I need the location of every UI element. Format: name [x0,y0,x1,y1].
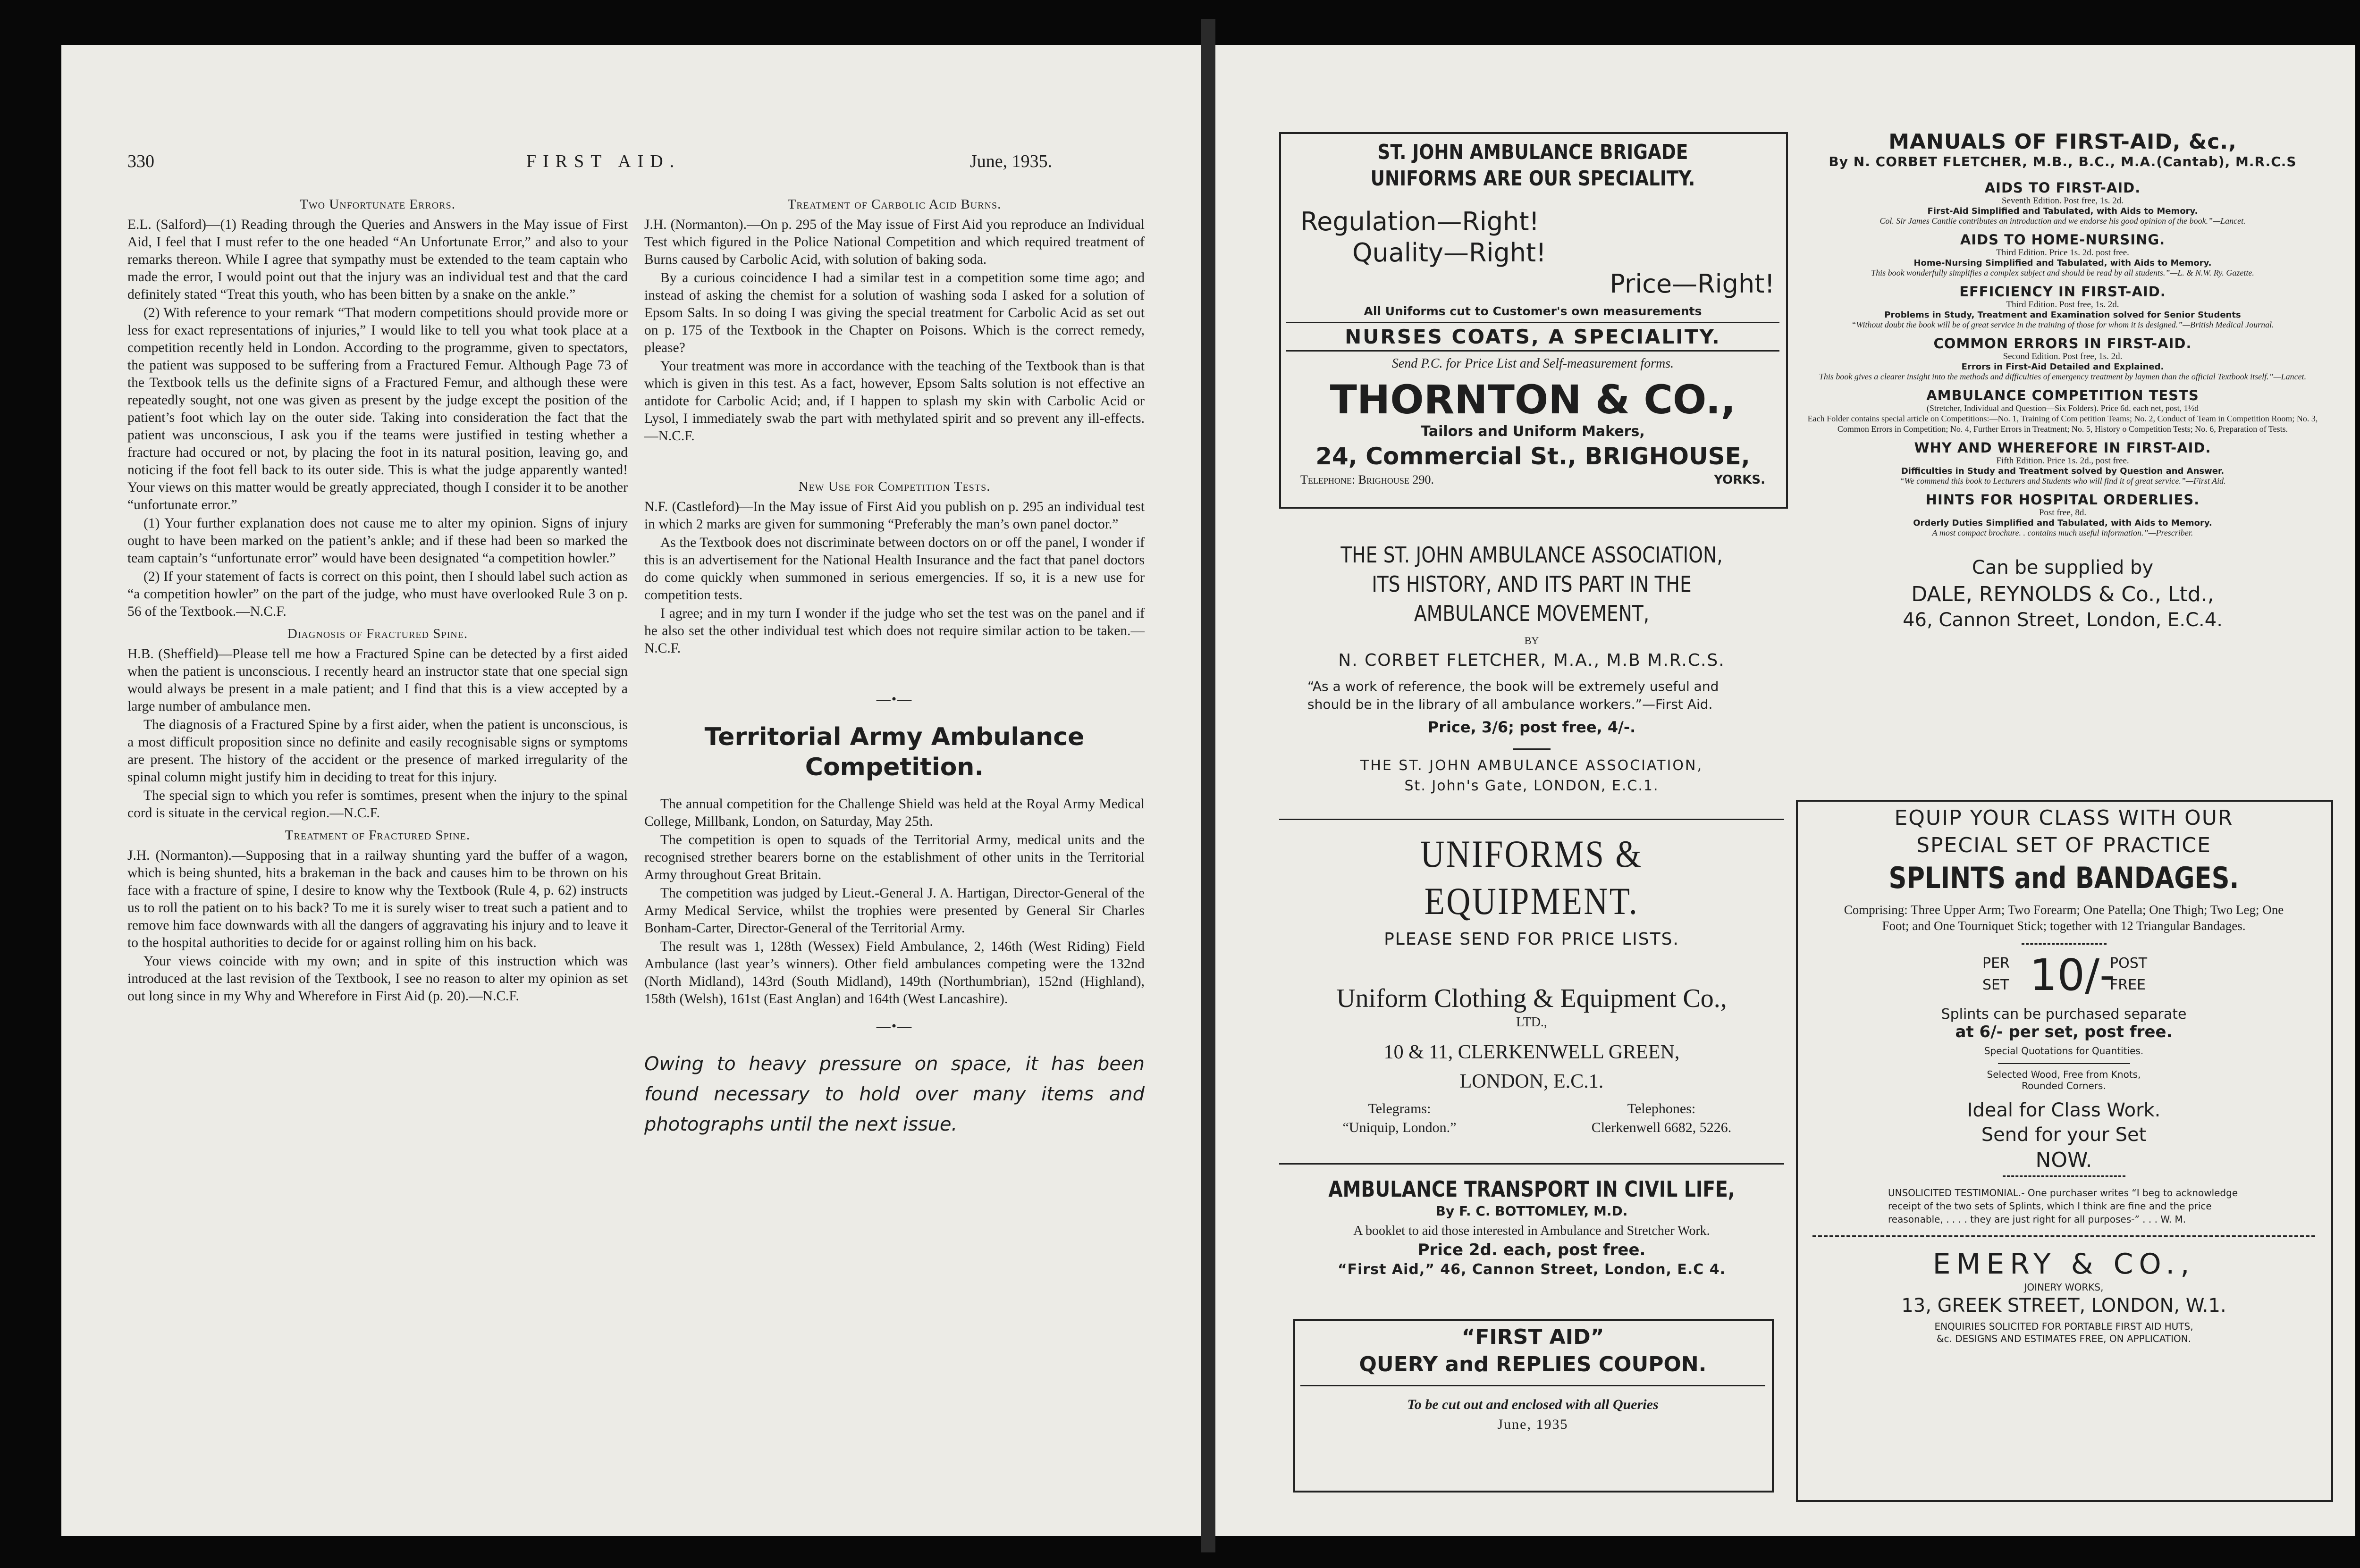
paragraph: I agree; and in my turn I wonder if the judge who set the test was on the panel and if he also set the other individual test which does not require similar action to be taken.—N.C.F. [644,606,1145,656]
ad-text: Send P.C. for Price List and Self-measurement forms. [1391,356,1674,371]
divider [1279,819,1784,820]
ad-author: By N. CORBET FLETCHER, M.B., B.C., M.A.(Cantab), M.R.C.S [1829,154,2297,169]
ad-text: LTD., [1516,1015,1547,1030]
ad-heading: UNIFORMS & EQUIPMENT. [1420,832,1643,922]
price-label: POST [2110,955,2148,972]
supplier-address: 46, Cannon Street, London, E.C.4. [1903,609,2223,631]
book-description: Errors in First-Aid Detailed and Explained. [1961,362,2164,372]
book-price: Third Edition. Post free, 1s. 2d. [2006,300,2119,310]
ad-text: BY [1524,635,1539,646]
ad-contents: Comprising: Three Upper Arm; Two Forearm; One Patella; One Thigh; Two Leg; One Foot; and One Tourniquet Stick; together with 12 Triangular Bandages. [1844,903,2284,933]
paragraph: The competition was judged by Lieut.-General J. A. Hartigan, Director-General of the Army Medical Service, whilst the trophies were presented by General Sir Charles Bonham-Carter, Director-General of the Territorial Army. [644,886,1145,936]
section-heading: Treatment of Fractured Spine. [285,828,471,843]
ad-slogan: Ideal for Class Work. [1967,1099,2161,1121]
section-heading: Two Unfortunate Errors. [300,197,455,212]
coupon-title: “FIRST AID” [1461,1325,1604,1349]
paragraph: (1) Your further explanation does not cause me to alter my opinion. Signs of injury ought to have been marked on the patient’s ankle; and if these had been so marked the team captain’s “unfortunate error” would have been designated “a competition howler.” [127,516,628,566]
space-note: Owing to heavy pressure on space, it has been found necessary to hold over many items and photographs until the next issue. [644,1053,1145,1135]
ad-price: Price 2d. each, post free. [1417,1241,1646,1259]
coupon-subtitle: QUERY and REPLIES COUPON. [1300,1351,1765,1386]
coupon-date: June, 1935 [1497,1417,1568,1432]
book-title: HINTS FOR HOSPITAL ORDERLIES. [1925,492,2200,508]
ad-heading: AMBULANCE TRANSPORT IN CIVIL LIFE, [1328,1176,1735,1202]
price-label: PER [1982,955,2010,972]
book-review: “We commend this book to Lecturers and Students who will find it of great service.”—First Aid. [1899,476,2226,486]
paragraph: The annual competition for the Challenge Shield was held at the Royal Army Medical College, Millbank, London, on Saturday, May 25th. [644,797,1145,829]
ad-telephones-label: Telephones: [1627,1101,1696,1116]
uniform-equipment-advert [1279,830,1784,1143]
book-title: AMBULANCE COMPETITION TESTS [1926,387,2199,403]
ad-heading: AMBULANCE MOVEMENT, [1414,601,1650,626]
book-description: Difficulties in Study and Treatment solved by Question and Answer. [1901,466,2225,476]
ad-heading: EQUIP YOUR CLASS WITH OUR [1894,806,2234,830]
ad-product: SPLINTS and BANDAGES. [1888,861,2239,895]
paragraph: The result was 1, 128th (Wessex) Field Ambulance, 2, 146th (West Riding) Field Ambulance (last year’s winners). Other field ambulances competing were the 132nd (North Midland), 143rd (South Midland), 149th (Northumbrian), 152nd (Highland), 158th (Welsh), 161st (East Anglan) and 164th (West Lancashire). [644,939,1145,1006]
ad-heading: MANUALS OF FIRST-AID, &c., [1888,130,2237,154]
ad-company: Uniform Clothing & Equipment Co., [1336,984,1727,1013]
maker-address: 13, GREEK STREET, LONDON, W.1. [1901,1295,2226,1316]
ad-author: N. CORBET FLETCHER, M.A., M.B M.R.C.S. [1338,651,1725,670]
book-review: Col. Sir James Cantlie contributes an introduction and we endorse his good opinion of the book.”—Lancet. [1880,216,2246,226]
ad-slogan: Price—Right! [1610,269,1775,299]
ad-price: Price, 3/6; post free, 4/-. [1427,718,1636,736]
supplier-text: Can be supplied by [1972,557,2154,579]
paragraph: N.F. (Castleford)—In the May issue of First Aid you publish on p. 295 an individual test in which 2 marks are given for summoning “Preferably the man’s own panel doctor.” [644,499,1145,532]
book-price: (Stretcher, Individual and Question—Six Folders). Price 6d. each net, post, 1½d [1926,403,2199,413]
book-description: First-Aid Simplified and Tabulated, with Aids to Memory. [1927,206,2198,216]
ad-heading: ITS HISTORY, AND ITS PART IN THE [1372,571,1692,597]
st-john-book-advert [1279,540,1784,794]
ad-address: LONDON, E.C.1. [1459,1071,1604,1092]
ad-slogan: Quality—Right! [1352,238,1546,268]
paragraph: As the Textbook does not discriminate between doctors on or off the panel, I wonder if this is an advertisement for the National Health Insurance and the fact that panel doctors do come quickly when summoned in serious emergencies. If so, it is a new use for competition tests. [644,535,1145,603]
paragraph: By a curious coincidence I had a similar test in a competition some time ago; and instead of asking the chemist for a solution of washing soda I asked for a solution of Epsom Salts. In so doing I was giving the special treatment for Carbolic Acid as set out on p. 175 of the Textbook in the Chapter on Poisons. Which is the correct remedy, please? [644,270,1145,355]
book-description: Orderly Duties Simplified and Tabulated, with Aids to Memory. [1913,518,2212,528]
book-title: COMMON ERRORS IN FIRST-AID. [1933,335,2192,352]
book-title: WHY AND WHEREFORE IN FIRST-AID. [1914,440,2211,456]
ad-text: All Uniforms cut to Customer's own measurements [1364,304,1702,318]
thornton-advert-content [1281,139,1784,492]
paragraph: Your views coincide with my own; and in spite of this instruction which was introduced at the last revision of the Textbook, I see no reason to alter my opinion as set out long since in my Why and Wherefore in First Aid (p. 20).—N.C.F. [127,954,628,1004]
ad-heading: UNIFORMS ARE OUR SPECIALITY. [1370,167,1695,191]
book-title: AIDS TO HOME-NURSING. [1960,232,2166,248]
price-label: FREE [2110,977,2146,993]
right-page [1215,45,2355,1536]
book-price: Fifth Edition. Price 1s. 2d., post free. [1996,456,2129,466]
issue-date: June, 1935. [970,151,1053,171]
paragraph: Your treatment was more in accordance with the teaching of the Textbook than is that which is given in this test. As a fact, however, Epsom Salts solution is not effective an antidote for Carbolic Acid; and, if I happen to splash my skin with Carbolic Acid or Lysol, I immediately swab the part with methylated spirit and so prevent any ill-effects.—N.C.F. [644,359,1145,444]
paragraph: The competition is open to squads of the Territorial Army, medical units and the recognised strether bearers borne on the establishment of other units in the Territorial Army throughout Great Britain. [644,832,1145,882]
ad-slogan: Send for your Set [1981,1124,2147,1146]
ad-telephones: Clerkenwell 6682, 5226. [1591,1120,1732,1135]
column-2 [644,191,1145,1140]
ornament-divider: —•— [876,1018,913,1034]
ad-telegrams-label: Telegrams: [1368,1101,1431,1116]
book-price: Seventh Edition. Post free, 1s. 2d. [2001,196,2124,206]
price-label: SET [1982,977,2009,993]
ad-text: YORKS. [1714,473,1765,487]
ad-text: PLEASE SEND FOR PRICE LISTS. [1384,930,1679,949]
book-review: “Without doubt the book will be of great service in the training of those for whom it is designed.”—British Medical Journal. [1851,320,2274,329]
testimonial: UNSOLICITED TESTIMONIAL.- One purchaser writes “I beg to acknowledge receipt of the two sets of Splints, which I think are fine and the price reasonable, . . . . they are just right for all purposes-” . . . W. M. [1888,1187,2238,1225]
ad-review: “As a work of reference, the book will be extremely useful and should be in the library of all ambulance workers.”—First Aid. [1307,679,1719,712]
book-review: This book gives a clearer insight into the methods and difficulties of emergency treatment by laymen than the official Textbook itself.”—Lancet. [1819,372,2307,381]
maker-text: JOINERY WORKS, [2024,1282,2104,1293]
paragraph: (2) With reference to your remark “That modern competitions should provide more or less for exact representations of injuries,” I would like to tell you what took place at a competition recently held in London. According to the programme, given to spectators, the patient was supposed to be suffering from a Fractured Femur. Although Page 73 of the Textbook tells us the definite signs of a Fractured Femur, and although these were repeatedly sought, not one was given as present by the judge except the position of the patient’s foot which lay on the outer side. Taking into consideration the fact that the patient was unconscious, I ask you if the teams were justified in testing whether a fracture had occured or not, by placing the foot in its natural position, leaving go, and noticing if the foot fell back to its outer side. This is what the judge apparently wanted! Your views on this matter would be greatly appreciated, though I consider it to be another “unfortunate error.” [127,305,628,512]
query-coupon-content [1296,1324,1770,1433]
ad-telegrams: “Uniquip, London.” [1342,1120,1457,1135]
ambulance-transport-advert [1279,1175,1784,1278]
book-description: Home-Nursing Simplified and Tabulated, with Aids to Memory. [1913,258,2212,268]
maker-name: EMERY & CO., [1932,1248,2195,1281]
ad-address: “First Aid,” 46, Cannon Street, London, E.C 4. [1337,1261,1726,1278]
splints-advert-content [1798,805,2329,1347]
paragraph: (2) If your statement of facts is correct on this point, then I should label such action as “a competition howler” on the part of the judge, who must have overlooked Rule 3 on p. 56 of the Textbook.—N.C.F. [127,569,628,619]
section-heading: Treatment of Carbolic Acid Burns. [787,197,1002,212]
book-spine [1201,19,1215,1552]
ad-slogan: Regulation—Right! [1300,207,1540,236]
column-1 [127,191,628,1006]
book-title: AIDS TO FIRST-AID. [1984,180,2141,196]
book-description: Problems in Study, Treatment and Examination solved for Senior Students [1884,310,2241,320]
manuals-advert [1796,130,2329,631]
book-price: Third Edition. Price 1s. 2d. post free. [1996,248,2129,258]
ad-text: Selected Wood, Free from Knots, Rounded Corners. [1987,1069,2141,1091]
paragraph: H.B. (Sheffield)—Please tell me how a Fractured Spine can be detected by a first aided when the patient is unconscious. I recently heard an instructor state that one special sign would always be present in a male patient; and I find that this is a view accepted by a large number of ambulance men. [127,646,628,714]
ornament-divider: —•— [876,691,913,707]
ad-address: 10 & 11, CLERKENWELL GREEN, [1383,1041,1680,1063]
paragraph: J.H. (Normanton).—On p. 295 of the May issue of First Aid you reproduce an Individual Test which figured in the Police National Competition and which required treatment of Burns caused by Carbolic Acid, with solution of baking soda. [644,217,1145,267]
ad-heading: SPECIAL SET OF PRACTICE [1916,833,2211,857]
left-page [61,45,1201,1536]
section-heading: New Use for Competition Tests. [798,479,991,494]
ad-heading: ST. JOHN AMBULANCE BRIGADE [1377,140,1688,164]
ad-heading: THE ST. JOHN AMBULANCE ASSOCIATION, [1340,542,1723,568]
ad-text: A booklet to aid those interested in Ambulance and Stretcher Work. [1353,1224,1710,1238]
paragraph: The special sign to which you refer is somtimes, present when the injury to the spinal cord is situate in the cervical region.—N.C.F. [127,788,628,821]
paragraph: E.L. (Salford)—(1) Reading through the Queries and Answers in the May issue of First Aid, I feel that I must refer to the one headed “An Unfortunate Error,” and also to your remarks thereon. While I agree that sympathy must be extended to the team captain who made the error, I would point out that the injury was an individual test and that the card definitely stated “Treat this youth, who has been bitten by a snake on the ankle.” [127,217,628,302]
price-value: 10/- [2030,950,2116,1000]
section-heading: Diagnosis of Fractured Spine. [287,626,468,641]
ad-publisher: THE ST. JOHN AMBULANCE ASSOCIATION, [1360,757,1703,774]
ad-author: By F. C. BOTTOMLEY, M.D. [1435,1203,1628,1219]
ad-address: St. John's Gate, LONDON, E.C.1. [1404,778,1659,794]
ad-text: at 6/- per set, post free. [1955,1023,2173,1041]
coupon-instructions: To be cut out and enclosed with all Queries [1407,1397,1659,1412]
book-review: This book wonderfully simplifies a complex subject and should be read by all students.”—L. & N.W. Ry. Gazette. [1871,268,2254,277]
book-price: Second Edition. Post free, 1s. 2d. [2003,352,2123,361]
ad-text: Special Quotations for Quantities. [1984,1045,2144,1057]
ad-heading: NURSES COATS, A SPECIALITY. [1286,322,1779,352]
ad-company: THORNTON & CO., [1330,377,1736,423]
running-title: FIRST AID. [526,151,681,171]
ad-address: 24, Commercial St., BRIGHOUSE, [1315,443,1750,470]
book-price: Post free, 8d. [2039,508,2087,518]
divider [1279,1163,1784,1165]
paragraph: J.H. (Normanton).—Supposing that in a railway shunting yard the buffer of a wagon, which is being shunted, hits a brakeman in the back and causes him to be thrown on his face with a fracture of spine, I desire to know why the Textbook (Rule 4, p. 62) instructs us to roll the patient on to his back? To me it is surely wiser to treat such a patient and to remove him face downwards with all the dangers of aggravating his injury and to leave it to the hospital authorities to decide for or against rolling him on his back. [127,848,628,950]
ad-slogan: NOW. [2035,1148,2092,1172]
maker-text: ENQUIRIES SOLICITED FOR PORTABLE FIRST AID HUTS, &c. DESIGNS AND ESTIMATES FREE, ON APPLICATION. [1934,1321,2193,1344]
page-number: 330 [127,151,154,171]
article-title: Territorial Army Ambulance Competition. [704,723,1085,781]
book-description: Each Folder contains special article on Competitions:—No. 1, Training of Com petition Teams; No. 2, Conduct of Team in Competition Room; No. 3, Common Errors in Competition; No. 4, Further Errors in Treatment; No. 5, History o Competition Tests; No. 6, Preparation of Tests. [1807,414,2318,434]
ad-telephone: Telephone: Brighouse 290. [1300,473,1434,486]
ad-text: Tailors and Uniform Makers, [1421,423,1645,440]
paragraph: The diagnosis of a Fractured Spine by a first aider, when the patient is unconscious, is a most difficult proposition since no definite and easily recognisable signs or symptoms are present. The history of the accident or the presence of marked irregularity of the spinal column might justify him in deciding to treat for this injury. [127,717,628,785]
book-title: EFFICIENCY IN FIRST-AID. [1959,284,2166,300]
ad-text: Splints can be purchased separate [1941,1006,2187,1023]
supplier-name: DALE, REYNOLDS & Co., Ltd., [1911,582,2214,606]
book-review: A most compact brochure. . contains much useful information.”—Prescriber. [1932,528,2193,537]
